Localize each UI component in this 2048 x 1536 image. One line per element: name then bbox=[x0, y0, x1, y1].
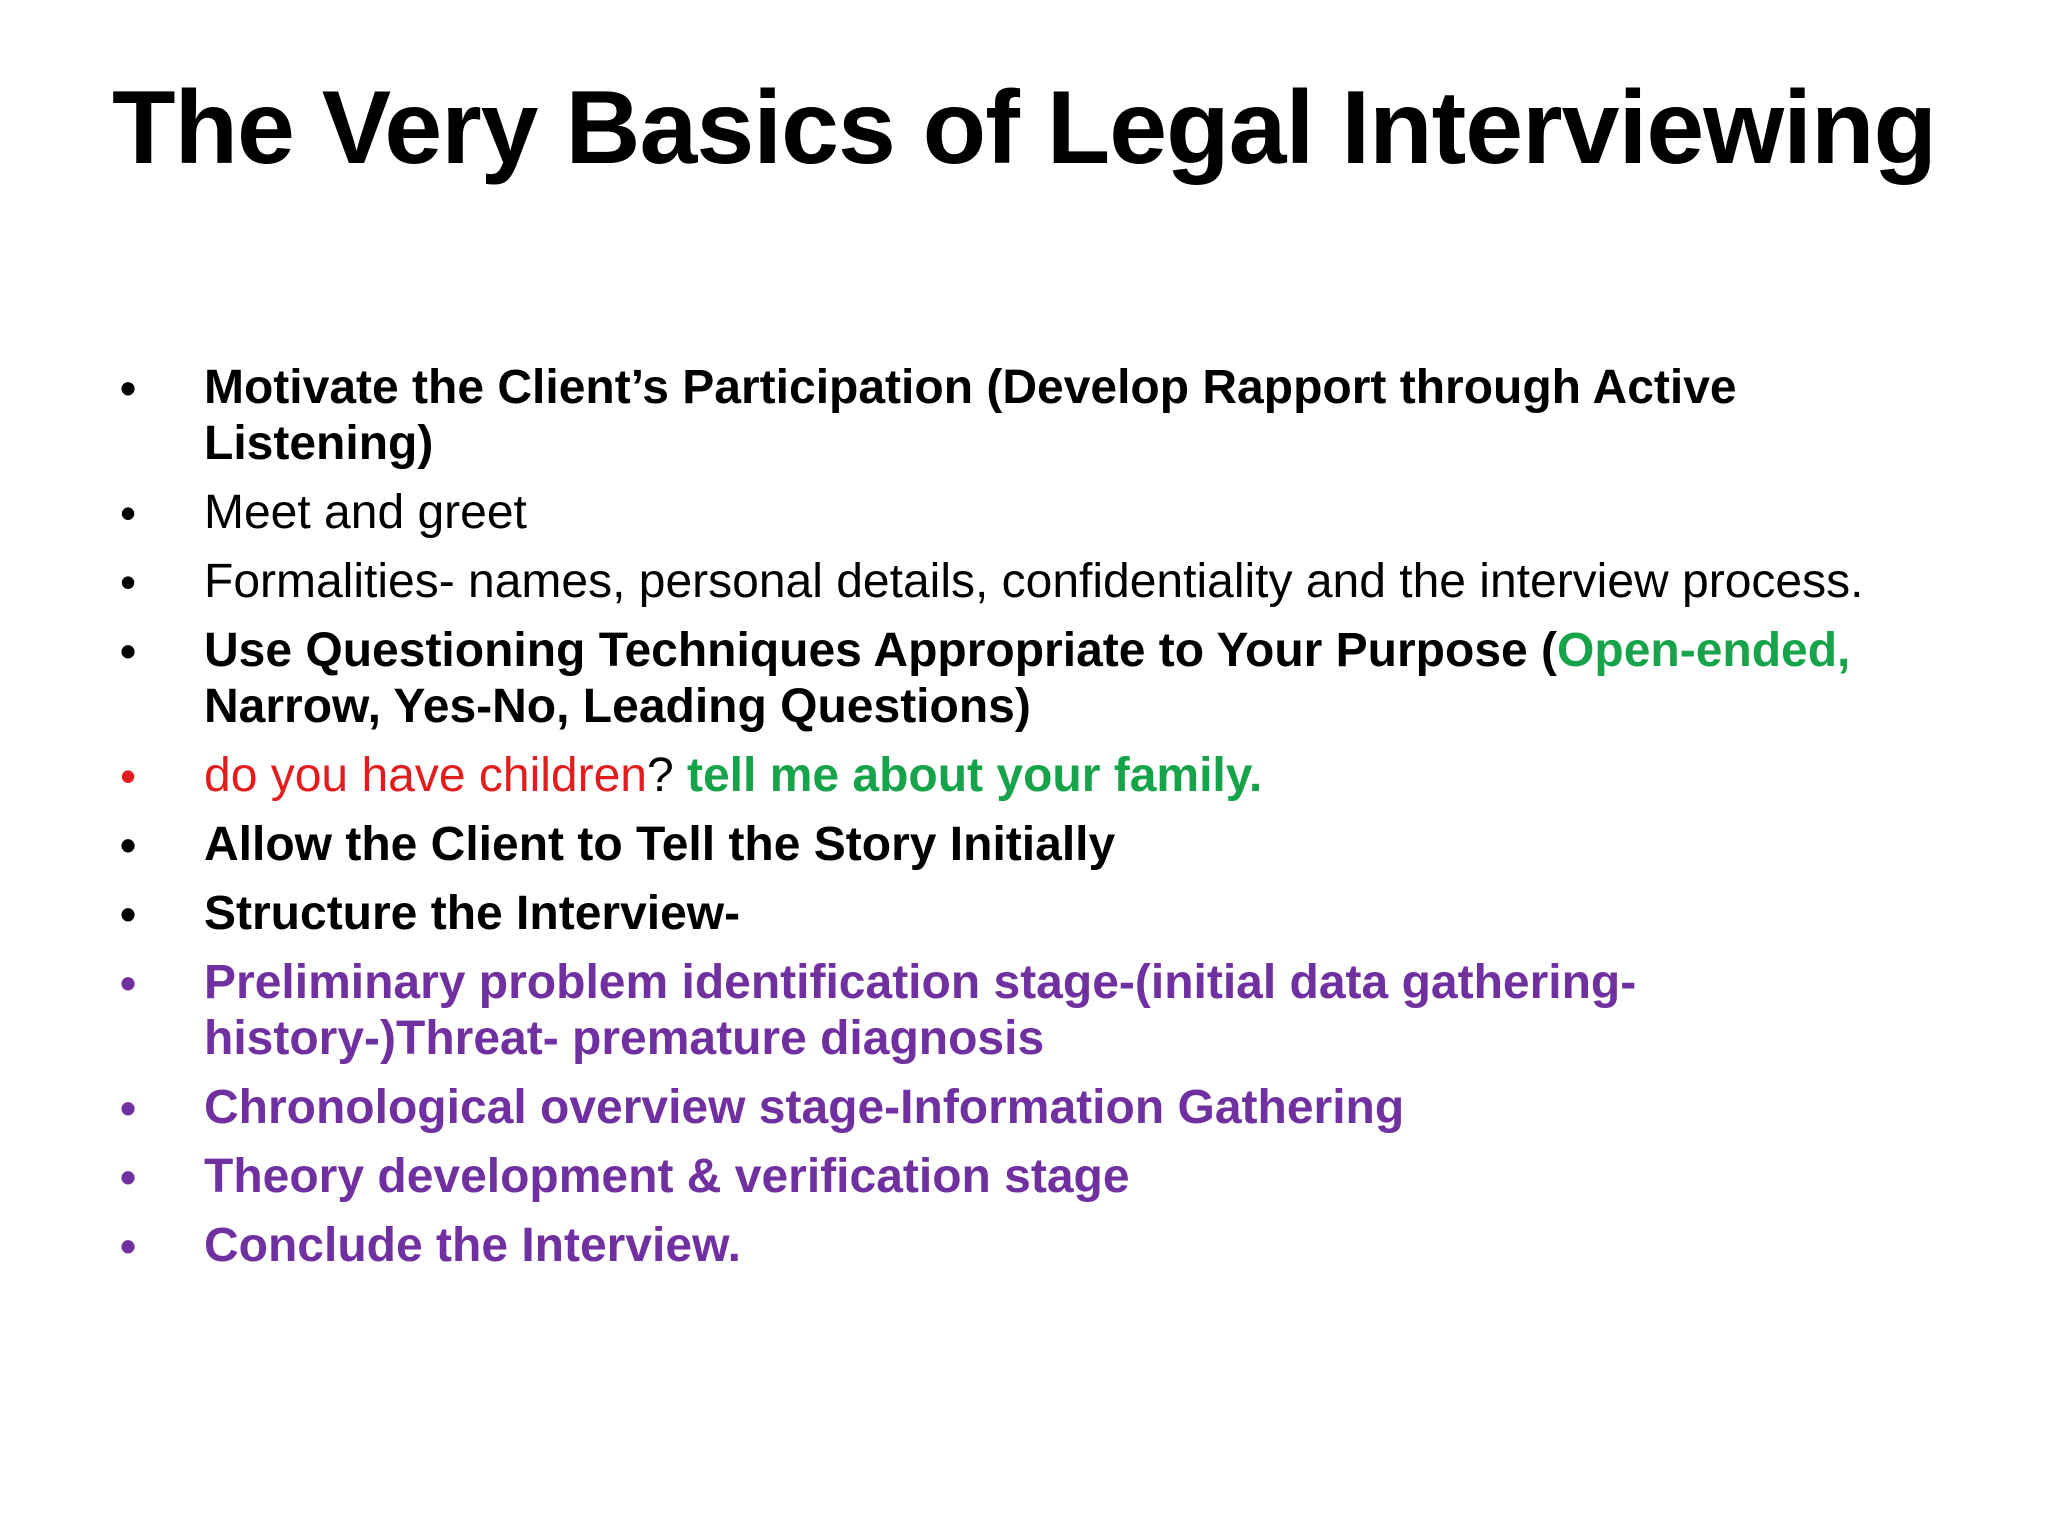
bullet-dot-icon: • bbox=[120, 556, 137, 608]
bullet-text: Structure the Interview- bbox=[204, 887, 741, 940]
bullet-text: Chronological overview stage-Information Gathering bbox=[204, 1081, 1405, 1134]
bullet-text: Conclude the Interview. bbox=[204, 1219, 741, 1272]
bullet-item bbox=[120, 886, 1950, 942]
bullet-item bbox=[120, 485, 1950, 541]
bullet-text: Meet and greet bbox=[204, 486, 527, 539]
bullet-dot-icon: • bbox=[120, 819, 137, 871]
bullet-text: Allow the Client to Tell the Story Initially bbox=[204, 818, 1116, 871]
bullet-text-highlight: Open-ended, bbox=[1557, 624, 1851, 677]
bullet-item bbox=[120, 1080, 1950, 1136]
slide-title: The Very Basics of Legal Interviewing bbox=[111, 70, 1937, 186]
bullet-text-part: ? bbox=[646, 749, 687, 802]
bullet-text-closed-question: do you have children bbox=[204, 749, 647, 802]
bullet-text: Motivate the Client’s Participation (Develop Rapport through Active Listening) bbox=[204, 361, 1737, 470]
bullet-text-part: Use Questioning Techniques Appropriate to Your Purpose ( bbox=[204, 624, 1558, 677]
bullet-dot-icon: • bbox=[120, 1220, 137, 1272]
bullet-text: Formalities- names, personal details, confidentiality and the interview process. bbox=[204, 555, 1864, 608]
bullet-item bbox=[120, 1149, 1950, 1205]
bullet-item bbox=[120, 955, 1950, 1067]
bullet-item bbox=[120, 554, 1950, 610]
bullet-text-open-question: tell me about your family. bbox=[687, 749, 1263, 802]
bullet-item bbox=[120, 748, 1950, 804]
bullet-dot-icon: • bbox=[120, 1151, 137, 1203]
bullet-list bbox=[120, 360, 1950, 1287]
bullet-dot-icon: • bbox=[120, 625, 137, 677]
bullet-item bbox=[120, 1218, 1950, 1274]
bullet-dot-icon: • bbox=[120, 957, 137, 1009]
bullet-dot-icon: • bbox=[120, 888, 137, 940]
bullet-text bbox=[204, 624, 1850, 733]
bullet-item bbox=[120, 360, 1950, 472]
bullet-text: Preliminary problem identification stage-(initial data gathering-history-)Threat- premature diagnosis bbox=[204, 956, 1637, 1065]
bullet-text: Theory development & verification stage bbox=[204, 1150, 1130, 1203]
bullet-text-part: Narrow, Yes-No, Leading Questions) bbox=[204, 680, 1031, 733]
bullet-dot-icon: • bbox=[120, 362, 137, 414]
bullet-dot-icon: • bbox=[120, 487, 137, 539]
bullet-item bbox=[120, 623, 1950, 735]
bullet-dot-icon: • bbox=[120, 1082, 137, 1134]
bullet-dot-icon: • bbox=[120, 750, 137, 802]
bullet-text bbox=[204, 749, 1262, 802]
bullet-item bbox=[120, 817, 1950, 873]
